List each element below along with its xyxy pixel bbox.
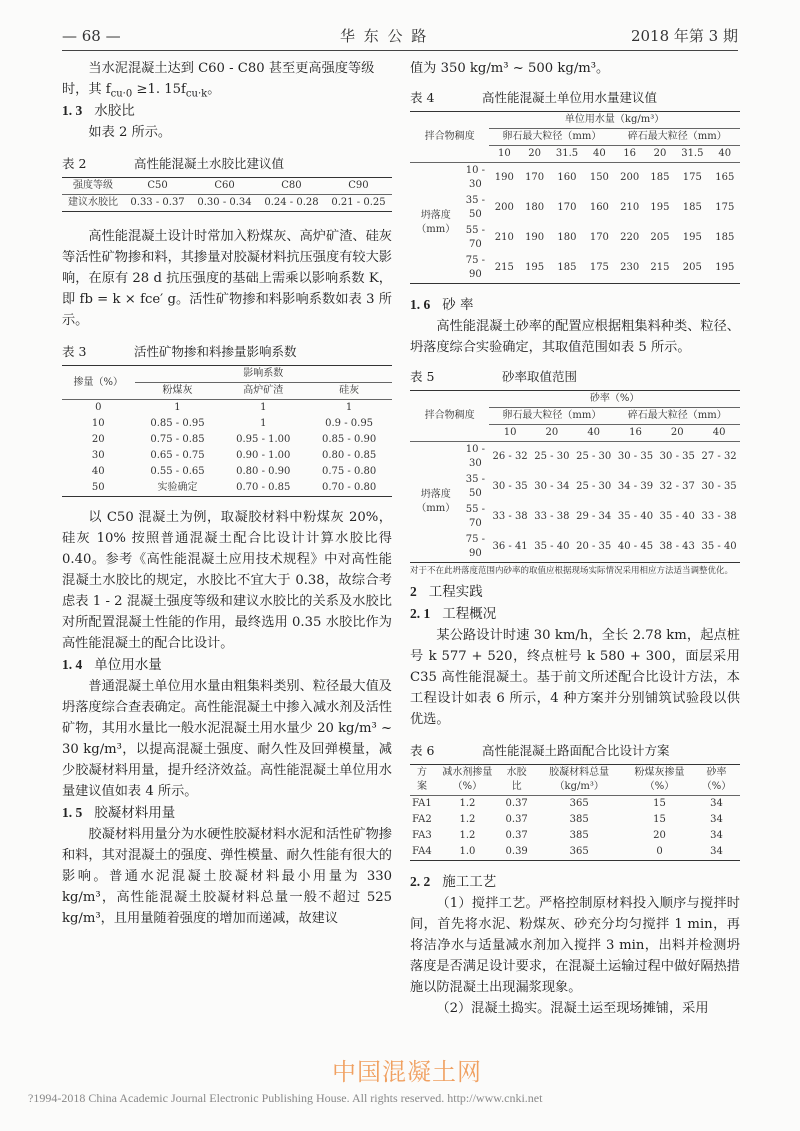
- cell: 33 - 38: [701, 511, 737, 522]
- cell: 0.39: [505, 846, 528, 857]
- header-cell: 40: [712, 427, 726, 438]
- cell: 210: [494, 232, 514, 243]
- cell: 30 - 35: [701, 481, 737, 492]
- cell: 195: [715, 262, 735, 273]
- cell: 150: [589, 172, 609, 183]
- cell: 实验确定: [157, 482, 198, 493]
- table-row: [62, 480, 392, 497]
- cell: 365: [569, 846, 589, 857]
- cell: 0.21 - 0.25: [331, 197, 386, 208]
- header-cell: 碎石最大粒径（mm）: [627, 410, 727, 421]
- header-cell: 20: [653, 148, 667, 159]
- paragraph: 值为 350 kg/m³ ~ 500 kg/m³。: [410, 61, 610, 76]
- cell: 180: [557, 232, 577, 243]
- cell: 15: [653, 798, 666, 809]
- header-cell: C60: [214, 180, 235, 191]
- cell: 170: [557, 202, 577, 213]
- header-cell: 碎石最大粒径（mm）: [627, 131, 727, 142]
- cell: 0: [656, 846, 663, 857]
- range-cell: 55 - 70: [465, 504, 485, 529]
- table-header-row: [410, 391, 740, 408]
- paragraph: [62, 79, 392, 100]
- cell: 1.2: [459, 830, 476, 841]
- cell: 25 - 30: [576, 451, 612, 462]
- section-title: 工程实践: [428, 584, 483, 600]
- cell: 0.9 - 0.95: [325, 418, 374, 429]
- table-header-row: [410, 765, 740, 796]
- header-cell: 10: [497, 148, 511, 159]
- header-cell: 减水剂掺量（%）: [442, 767, 493, 792]
- header-cell: 31.5: [555, 148, 579, 159]
- table-body: [410, 796, 740, 861]
- cell: 30 - 35: [659, 451, 695, 462]
- cell: 20: [653, 830, 666, 841]
- header-cell: 砂率（%）: [701, 767, 732, 792]
- cell: 1.0: [459, 846, 476, 857]
- row-label: 坍落度（mm）: [416, 210, 456, 235]
- cell: 0.37: [505, 798, 528, 809]
- header-cell: C80: [281, 180, 302, 191]
- table-body: [62, 400, 392, 497]
- table-title: 活性矿物掺和料掺量影响系数: [134, 344, 297, 359]
- cell: 385: [569, 814, 589, 825]
- section-title: 工程概况: [442, 606, 497, 622]
- header-cell: 高炉矿渣: [243, 385, 284, 396]
- cell: 205: [650, 232, 670, 243]
- table-row: [410, 844, 740, 861]
- cell: 1.2: [459, 814, 476, 825]
- cell: 200: [620, 172, 640, 183]
- header-cell: 拌合物稠度: [424, 410, 475, 421]
- cell: 34: [710, 814, 723, 825]
- paragraph: 高性能混凝土设计时常加入粉煤灰、高炉矿渣、硅灰等活性矿物掺和料，其掺量对胶凝材料抗压强度有较大影响，在原有 28 d 抗压强度的基础上需乘以影响系数 K，即 fb = k × fce′ g。活性矿物掺和料影响系数如表 3 所示。: [62, 229, 392, 328]
- cell: 26 - 32: [492, 451, 528, 462]
- table-title: 高性能混凝土水胶比建议值: [134, 156, 285, 171]
- section-heading: [62, 100, 392, 122]
- header-cell: 10: [503, 427, 517, 438]
- paragraph: 高性能混凝土砂率的配置应根据粗集料种类、粒径、坍落度综合实验确定，其取值范围如表 5 所示。: [410, 319, 740, 355]
- cell: 0.37: [505, 814, 528, 825]
- cell: 205: [682, 262, 702, 273]
- paragraph: 以 C50 混凝土为例，取凝胶材料中粉煤灰 20%，硅灰 10% 按照普通混凝土配合比设计计算水胶比得 0.40。参考《高性能混凝土应用技术规程》中对高性能混凝土水胶比的规定，水胶比不宜大于 0.38，故综合考虑表 1 - 2 混凝土强度等级和建议水胶比的关系及水胶比对所配置混凝土性能的作用，最终选用 0.35 水胶比作为高性能混凝土的配合比设计。: [62, 510, 392, 651]
- cell: 25 - 30: [534, 451, 570, 462]
- cell: 34: [710, 846, 723, 857]
- cell: 0.75 - 0.80: [321, 466, 377, 477]
- cell: 185: [682, 202, 702, 213]
- cell: 0.80 - 0.85: [321, 450, 377, 461]
- cell: 30 - 35: [492, 481, 528, 492]
- cell: 200: [494, 202, 514, 213]
- section-number: 2. 1: [410, 606, 431, 621]
- cell: 0.70 - 0.85: [236, 482, 291, 493]
- cell: 190: [494, 172, 514, 183]
- table-caption: [62, 155, 392, 173]
- section-heading: [62, 654, 392, 676]
- header-cell: 40: [593, 148, 606, 159]
- row-label: 建议水胶比: [68, 197, 119, 208]
- table-row: [62, 448, 392, 464]
- cell: 195: [525, 262, 545, 273]
- table-note: 对于不在此坍落度范围内砂率的取值应根据现场实际情况采用相应方法适当调整优化。: [410, 566, 734, 576]
- cell: 215: [650, 262, 670, 273]
- cell: 0.55 - 0.65: [150, 466, 205, 477]
- cell: 0.90 - 1.00: [236, 450, 291, 461]
- cell: 0.95 - 1.00: [236, 434, 291, 445]
- header-cell: 20: [528, 148, 541, 159]
- cell: FA4: [412, 846, 432, 857]
- cell: 170: [589, 232, 609, 243]
- journal-title: 华 东 公 路: [340, 27, 429, 45]
- copyright-footer: ?1994-2018 China Academic Journal Electronic Publishing House. All rights reserved. http://www.cnki.net: [28, 1091, 543, 1105]
- header-cell: 水胶比: [506, 767, 527, 792]
- cell: 35 - 40: [617, 511, 654, 522]
- cell: 0: [95, 402, 102, 413]
- paragraph: 普通混凝土单位用水量由粗集料类别、粒径最大值及坍落度综合查表确定。高性能混凝土中掺入减水剂及活性矿物，其用水量比一般水泥混凝土用水量少 20 kg/m³ ~ 30 kg/m³，以提高混凝土强度、耐久性及回弹模量，减少胶凝材料用量，提升经济效益。高性能混凝土单位用水量建议值如表 4 所示。: [62, 679, 392, 799]
- section-number: 1. 6: [410, 297, 431, 312]
- table-caption: [410, 368, 740, 386]
- cell: 20 - 35: [576, 541, 612, 552]
- left-column: [62, 58, 392, 929]
- cell: 0.70 - 0.80: [321, 482, 377, 493]
- table-header-row: [410, 112, 740, 129]
- range-cell: 35 - 50: [465, 195, 485, 220]
- table-body: [410, 163, 740, 284]
- cell: 35 - 40: [701, 541, 737, 552]
- cell: 0.33 - 0.37: [130, 197, 185, 208]
- cell: 0.75 - 0.85: [150, 434, 205, 445]
- table-number: 表 2: [62, 156, 87, 171]
- text: ≥1. 15f: [132, 82, 186, 97]
- cell: 220: [620, 232, 640, 243]
- cell: 34 - 39: [617, 481, 654, 492]
- cell: 30: [91, 450, 105, 461]
- section-heading: [410, 581, 740, 603]
- range-cell: 75 - 90: [465, 534, 485, 559]
- table-title: 高性能混凝土单位用水量建议值: [482, 90, 658, 105]
- cell: 35 - 40: [659, 511, 695, 522]
- cell: 0.24 - 0.28: [264, 197, 319, 208]
- table-caption: [62, 343, 392, 361]
- header-cell: 强度等级: [73, 180, 114, 191]
- subscript: cu·k: [185, 88, 208, 100]
- header-cell: 粉煤灰掺量（%）: [634, 767, 685, 792]
- cell: 15: [653, 814, 666, 825]
- cell: 215: [494, 262, 514, 273]
- cell: 35 - 40: [534, 541, 570, 552]
- header-cell: 16: [623, 148, 637, 159]
- cell: 32 - 37: [659, 481, 695, 492]
- table-body: [410, 442, 740, 563]
- range-cell: 35 - 50: [465, 474, 485, 499]
- cell: 210: [620, 202, 640, 213]
- paragraph: 胶凝材料用量分为水硬性胶凝材料水泥和活性矿物掺和料，其对混凝土的强度、弹性模量、耐久性能有很大的影响。普通水泥混凝土胶凝材料最小用量为 330 kg/m³，高性能混凝土胶凝材料总量一般不超过 525 kg/m³，且用量随着强度的增加而递减，故建议: [62, 827, 392, 926]
- table-2: [62, 177, 392, 212]
- cell: 1: [260, 402, 267, 413]
- cell: 165: [715, 172, 735, 183]
- cell: 195: [682, 232, 702, 243]
- section-title: 施工工艺: [442, 874, 497, 890]
- cell: 40 - 45: [617, 541, 654, 552]
- table-4: [410, 111, 740, 284]
- section-title: 水胶比: [94, 103, 135, 119]
- cell: 195: [650, 202, 670, 213]
- cell: 0.85 - 0.95: [150, 418, 205, 429]
- header-cell: 掺量（%）: [62, 366, 135, 400]
- issue-label: 2018 年第 3 期: [630, 27, 738, 45]
- table-3: [62, 365, 392, 497]
- cell: 0.37: [505, 830, 528, 841]
- cell: 185: [715, 232, 735, 243]
- cell: 34: [710, 830, 723, 841]
- table-row: [410, 796, 740, 813]
- table-number: 表 6: [410, 743, 435, 758]
- table-row: [62, 195, 392, 212]
- cell: 175: [715, 202, 735, 213]
- table-header-row: [62, 366, 392, 383]
- cell: 160: [589, 202, 609, 213]
- table-header-row: [62, 178, 392, 195]
- table-caption: [410, 742, 740, 760]
- header-cell: 31.5: [681, 148, 704, 159]
- header-cell: 粉煤灰: [162, 385, 193, 396]
- cell: FA3: [412, 830, 432, 841]
- table-row: [62, 432, 392, 448]
- range-cell: 10 - 30: [465, 444, 485, 469]
- cell: 33 - 38: [534, 511, 570, 522]
- cell: FA2: [412, 814, 432, 825]
- cell: 0.80 - 0.90: [236, 466, 291, 477]
- cell: FA1: [412, 798, 432, 809]
- table-title: 砂率取值范围: [502, 369, 578, 384]
- table-row: [410, 828, 740, 844]
- table-title: 高性能混凝土路面配合比设计方案: [482, 743, 670, 758]
- range-cell: 55 - 70: [465, 225, 485, 250]
- cell: 30 - 34: [534, 481, 570, 492]
- cell: 40: [91, 466, 105, 477]
- section-number: 1. 5: [62, 805, 83, 820]
- header-cell: 胶凝材料总量（kg/m³）: [549, 767, 610, 792]
- paragraph: （2）混凝土捣实。混凝土运至现场摊铺，采用: [436, 1001, 709, 1016]
- cell: 36 - 41: [492, 541, 528, 552]
- table-row: [62, 416, 392, 432]
- table-number: 表 4: [410, 90, 435, 105]
- section-number: 1. 4: [62, 657, 83, 672]
- cell: 385: [569, 830, 589, 841]
- cell: 185: [557, 262, 577, 273]
- section-heading: [62, 802, 392, 824]
- cell: 0.85 - 0.90: [321, 434, 377, 445]
- cell: 1.2: [459, 798, 476, 809]
- header-cell: 16: [629, 427, 642, 438]
- section-title: 单位用水量: [94, 657, 162, 673]
- section-number: 2. 2: [410, 874, 431, 889]
- cell: 33 - 38: [492, 511, 528, 522]
- cell: 50: [91, 482, 105, 493]
- table-caption: [410, 89, 740, 107]
- cell: 38 - 43: [659, 541, 695, 552]
- header-cell: 20: [670, 427, 684, 438]
- subscript: cu·0: [110, 88, 133, 100]
- table-row: [410, 163, 740, 194]
- cell: 30 - 35: [617, 451, 654, 462]
- cell: 190: [525, 232, 545, 243]
- watermark-logo: 中国混凝土网: [332, 1058, 482, 1086]
- table-number: 表 5: [410, 369, 435, 384]
- header-cell: 影响系数: [135, 366, 392, 383]
- cell: 27 - 32: [701, 451, 737, 462]
- cell: 170: [525, 172, 545, 183]
- cell: 160: [557, 172, 577, 183]
- table-row: [410, 442, 740, 473]
- header-cell: 40: [718, 148, 732, 159]
- right-column: [410, 58, 740, 1019]
- cell: 34: [710, 798, 723, 809]
- header-cell: 方案: [416, 767, 427, 792]
- cell: 180: [525, 202, 545, 213]
- cell: 175: [682, 172, 702, 183]
- cell: 1: [345, 402, 353, 413]
- table-row: [62, 400, 392, 417]
- paragraph: 某公路设计时速 30 km/h，全长 2.78 km，起点桩号 k 577 + 520，终点桩号 k 580 + 300，面层采用 C35 高性能混凝土。基于前文所述配合比设计方法，本工程设计如表 6 所示，4 种方案并分别铺筑试验段以供优选。: [410, 628, 740, 727]
- cell: 185: [650, 172, 670, 183]
- section-number: 2: [410, 584, 417, 599]
- header-cell: 硅灰: [339, 385, 360, 396]
- header-cell: 卵石最大粒径（mm）: [502, 410, 602, 421]
- page-number: — 68 —: [62, 27, 121, 45]
- cell: 29 - 34: [576, 511, 612, 522]
- paragraph: （1）搅拌工艺。严格控制原材料投入顺序与搅拌时间，首先将水泥、粉煤灰、砂充分均匀搅拌 1 min，再将洁净水与适量减水剂加入搅拌 3 min，出料并检测坍落度是否满足设计要求，在混凝土运输过程中做好隔热措施以防混凝土出现漏浆现象。: [410, 896, 740, 995]
- section-heading: [410, 603, 740, 625]
- header-cell: 卵石最大粒径（mm）: [502, 131, 602, 142]
- section-number: 1. 3: [62, 103, 83, 118]
- header-cell: 砂率（%）: [489, 391, 740, 408]
- section-title: 砂 率: [442, 297, 474, 313]
- table-row: [410, 812, 740, 828]
- cell: 365: [569, 798, 589, 809]
- cell: 1: [260, 418, 267, 429]
- range-cell: 10 - 30: [465, 165, 485, 190]
- table-row: [62, 464, 392, 480]
- range-cell: 75 - 90: [465, 255, 485, 280]
- row-label: 坍落度（mm）: [416, 489, 456, 514]
- paragraph: 当水泥混凝土达到 C60 - C80 甚至更高强度等级: [88, 61, 375, 76]
- cell: 230: [620, 262, 640, 273]
- header-cell: C90: [348, 180, 369, 191]
- header-cell: 40: [587, 427, 601, 438]
- header-cell: 20: [545, 427, 559, 438]
- paragraph: 如表 2 所示。: [88, 125, 172, 140]
- cell: 10: [91, 418, 105, 429]
- header-cell: 单位用水量（kg/m³）: [489, 112, 740, 129]
- cell: 25 - 30: [576, 481, 612, 492]
- text: 。: [207, 82, 221, 97]
- table-number: 表 3: [62, 344, 87, 359]
- cell: 1: [174, 402, 181, 413]
- cell: 0.65 - 0.75: [150, 450, 205, 461]
- header-cell: C50: [147, 180, 168, 191]
- text: 时，其 f: [62, 82, 111, 97]
- table-6: [410, 764, 740, 861]
- section-heading: [410, 294, 740, 316]
- cell: 175: [589, 262, 609, 273]
- table-5: [410, 390, 740, 563]
- header-cell: 拌合物稠度: [424, 131, 475, 142]
- header-rule: [62, 50, 738, 51]
- section-heading: [410, 871, 740, 893]
- section-title: 胶凝材料用量: [94, 805, 176, 821]
- cell: 0.30 - 0.34: [197, 197, 252, 208]
- cell: 20: [91, 434, 105, 445]
